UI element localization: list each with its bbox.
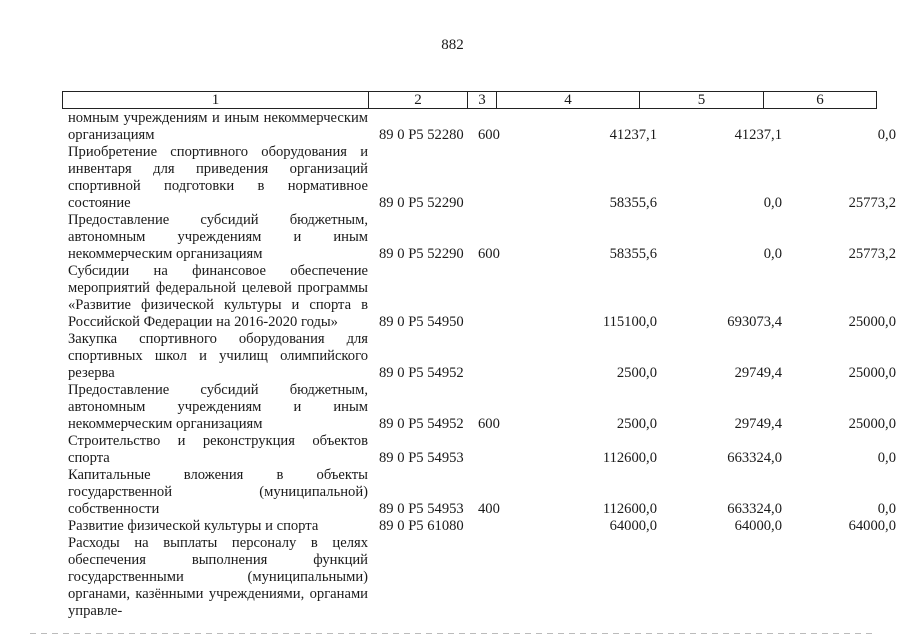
row-code: 89 0 Р5 54950 [379,314,464,330]
budget-table [62,110,900,620]
column-header-4: 4 [497,92,640,109]
table-row [62,433,900,467]
row-code: 89 0 Р5 52280 [379,127,464,143]
row-name: Предоставление субсидий бюджетным, автономным учреждениям и иным некоммерческим организациям [68,382,368,432]
row-value-col4: 41237,1 [609,127,657,143]
row-code: 89 0 Р5 61080 [379,518,464,534]
row-code [368,535,478,620]
row-code: 89 0 Р5 54952 [379,365,464,381]
row-expense-type: 600 [478,127,500,143]
row-value-col5: 64000,0 [734,518,782,534]
row-value-col6: 0,0 [877,450,896,466]
table-row [62,518,900,535]
column-header-table [62,91,877,109]
row-name: номным учреждениям и иным некоммерческим организациям [68,110,368,143]
row-value-col4: 112600,0 [602,501,657,517]
row-value-col6: 0,0 [877,501,896,517]
row-name: Капитальные вложения в объекты государственной (муниципальной) собственности [68,467,368,517]
row-code: 89 0 Р5 54952 [379,416,464,432]
column-header-2: 2 [369,92,468,109]
table-row [62,263,900,331]
row-expense-type [478,535,514,620]
table-row [62,110,900,144]
row-name: Закупка спортивного оборудования для спортивных школ и училищ олимпийского резерва [68,331,368,381]
row-expense-type [478,263,514,331]
table-row [62,331,900,382]
table-row [62,212,900,263]
row-value-col4: 2500,0 [616,365,657,381]
row-code: 89 0 Р5 54953 [379,501,464,517]
table-row [62,144,900,212]
row-value-col6: 25000,0 [848,416,896,432]
table-row [62,535,900,620]
row-value-col6: 25773,2 [848,195,896,211]
row-value-col6: 25773,2 [848,246,896,262]
row-value-col4: 112600,0 [602,450,657,466]
row-value-col4: 64000,0 [609,518,657,534]
row-value-col5: 41237,1 [734,127,782,143]
table-row [62,382,900,433]
column-header-row [63,92,877,109]
row-name: Расходы на выплаты персоналу в целях обеспечения выполнения функций государственными (муниципальными) органами, казёнными учреждениями, органами управле- [68,535,368,619]
column-header-6: 6 [764,92,877,109]
row-expense-type: 600 [478,246,500,262]
row-value-col6: 25000,0 [848,365,896,381]
row-value-col6: 25000,0 [848,314,896,330]
row-name: Приобретение спортивного оборудования и инвентаря для приведения организаций спортивной подготовки в нормативное состояние [68,144,368,211]
row-code: 89 0 Р5 52290 [379,246,464,262]
column-header-3: 3 [468,92,497,109]
row-expense-type: 600 [478,416,500,432]
row-expense-type: 400 [478,501,500,517]
row-value-col6 [786,535,900,620]
column-header-1: 1 [63,92,369,109]
row-value-col5: 29749,4 [734,365,782,381]
row-value-col5 [661,535,786,620]
row-value-col5: 663324,0 [727,501,782,517]
row-value-col5: 0,0 [763,246,782,262]
row-code: 89 0 Р5 54953 [379,450,464,466]
row-value-col5: 0,0 [763,195,782,211]
row-value-col4: 58355,6 [609,195,657,211]
row-value-col4: 2500,0 [616,416,657,432]
row-name: Предоставление субсидий бюджетным, автономным учреждениям и иным некоммерческим организациям [68,212,368,262]
page-number: 882 [441,37,464,53]
row-value-col6: 64000,0 [848,518,896,534]
row-expense-type [478,433,514,467]
row-expense-type [478,144,514,212]
row-name: Субсидии на финансовое обеспечение мероприятий федеральной целевой программы «Развитие физической культуры и спорта в Российской Федерации на 2016-2020 годы» [68,263,368,330]
row-expense-type [478,331,514,382]
row-value-col4: 58355,6 [609,246,657,262]
table-row [62,467,900,518]
row-value-col5: 29749,4 [734,416,782,432]
row-value-col5: 663324,0 [727,450,782,466]
row-name: Развитие физической культуры и спорта [68,518,319,534]
row-value-col4: 115100,0 [602,314,657,330]
scan-artifact-line [30,633,875,634]
row-value-col6: 0,0 [877,127,896,143]
row-value-col4 [514,535,661,620]
column-header-5: 5 [640,92,764,109]
row-expense-type [478,518,514,535]
row-code: 89 0 Р5 52290 [379,195,464,211]
row-name: Строительство и реконструкция объектов спорта [68,433,368,466]
row-value-col5: 693073,4 [727,314,782,330]
